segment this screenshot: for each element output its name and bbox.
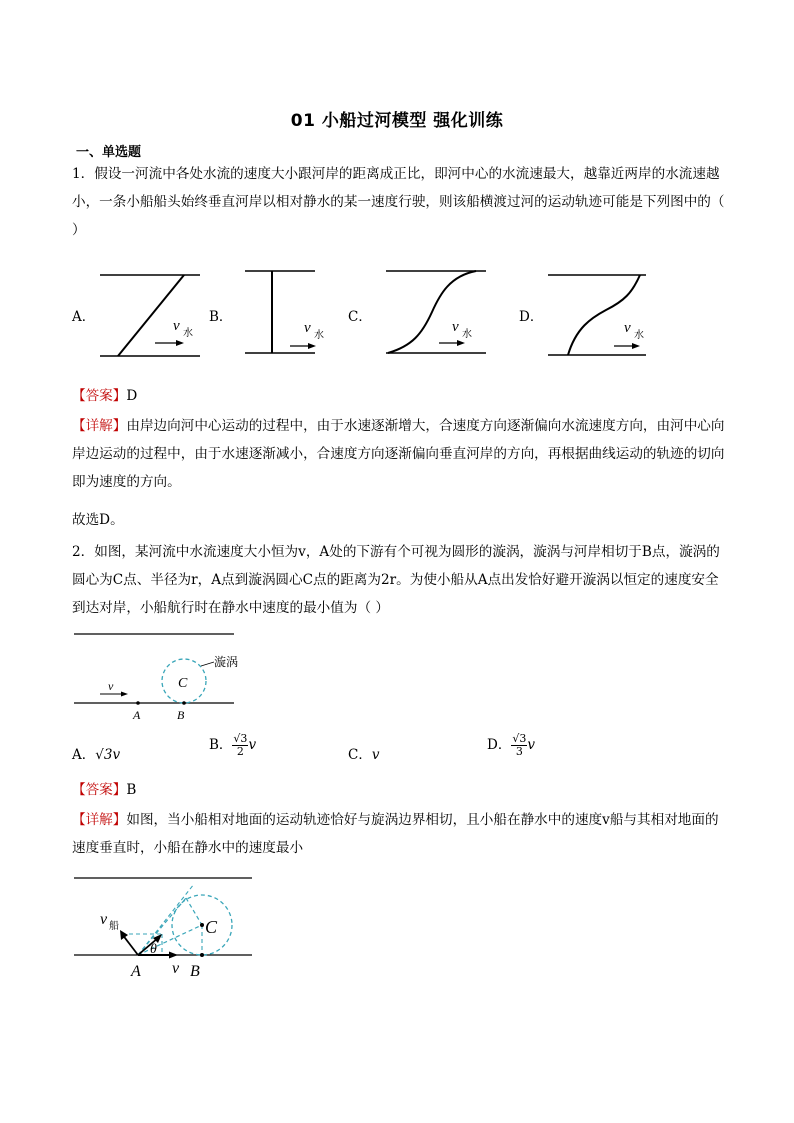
answer-1-label: 【答案】	[72, 388, 127, 404]
detail-2	[72, 806, 732, 862]
page-title: 01 小船过河模型 强化训练	[290, 111, 504, 131]
choice-c-value: v	[371, 747, 380, 763]
detail-2-figure	[74, 872, 264, 984]
figure-3-theta-label: θ	[150, 942, 157, 957]
answer-2	[72, 778, 136, 798]
option-d-figure	[546, 268, 651, 363]
choice-b	[209, 733, 256, 758]
detail-2-text: 如图，当小船相对地面的运动轨迹恰好与旋涡边界相切，且小船在静水中的速度v船与其相对地面的速度垂直时，小船在静水中的速度最小	[72, 812, 719, 856]
figure-3-a-label: A	[131, 963, 141, 980]
question-2-figure	[74, 630, 264, 725]
choice-d-label: D．	[487, 737, 512, 753]
velocity-label-d: v	[624, 320, 631, 336]
figure-3-vboat-label: v	[100, 911, 108, 928]
section-heading: 一、单选题	[76, 145, 142, 160]
option-c-figure	[382, 264, 492, 359]
velocity-sub-c: 水	[462, 329, 472, 340]
choice-b-tail: v	[248, 737, 257, 753]
detail-2-label: 【详解】	[72, 812, 127, 828]
choice-a-label: A．	[72, 747, 96, 763]
figure-2-a-label: A	[133, 708, 141, 722]
conclusion-1: 故选D。	[72, 512, 124, 528]
choice-d-fraction	[511, 733, 527, 758]
figure-2-v-label: v	[108, 679, 114, 693]
choice-b-label: B．	[209, 737, 233, 753]
choice-d-numerator: √3	[512, 732, 527, 745]
question-1-text: 1．假设一河流中各处水流的速度大小跟河岸的距离成正比，即河中心的水流速最大，越靠近两岸的水流速越小，一条小船船头始终垂直河岸以相对静水的某一速度行驶，则该船横渡过河的运动轨迹可能是下列图中的（ ）	[72, 166, 725, 238]
detail-1	[72, 412, 732, 496]
choice-b-denominator: 2	[236, 745, 244, 758]
choice-b-numerator: √3	[233, 732, 248, 745]
figure-3-c-label: C	[205, 917, 218, 937]
velocity-sub-d: 水	[634, 330, 644, 341]
velocity-label-c: v	[452, 319, 459, 335]
choice-d-denominator: 3	[515, 745, 523, 758]
detail-1-text: 由岸边向河中心运动的过程中，由于水速逐渐增大，合速度方向逐渐偏向水流速度方向，由河中心向岸边运动的过程中，由于水速逐渐减小，合速度方向逐渐偏向垂直河岸的方向，再根据曲线运动的轨迹的切向即为速度的方向。	[72, 418, 725, 490]
option-c-label: C．	[348, 309, 372, 325]
answer-2-value: B	[126, 782, 137, 798]
velocity-label-a: v	[173, 318, 180, 334]
choice-a-value: √3v	[95, 747, 121, 763]
choice-d-tail: v	[527, 737, 535, 753]
velocity-sub-b: 水	[314, 330, 324, 341]
choice-c	[348, 743, 379, 763]
choice-c-label: C．	[348, 747, 372, 763]
option-d-label: D．	[519, 309, 544, 325]
option-a-label: A．	[72, 309, 96, 325]
detail-1-label: 【详解】	[72, 418, 127, 434]
velocity-sub-a: 水	[183, 328, 193, 339]
figure-3-b-label: B	[190, 963, 200, 980]
choice-a	[72, 743, 120, 763]
velocity-label-b: v	[304, 320, 311, 336]
option-a-figure	[100, 268, 205, 363]
choice-b-fraction	[232, 733, 248, 758]
figure-2-c-label: C	[178, 676, 188, 691]
answer-2-label: 【答案】	[72, 782, 127, 798]
choice-d	[487, 733, 535, 758]
figure-3-v-label: v	[172, 960, 180, 977]
answer-1-value: D	[126, 388, 138, 404]
figure-2-b-label: B	[177, 708, 185, 722]
figure-2-vortex-label: 漩涡	[214, 655, 239, 669]
answer-1	[72, 384, 137, 404]
figure-3-vboat-sub: 船	[109, 921, 119, 932]
option-b-figure	[240, 268, 340, 363]
question-2-text: 2．如图，某河流中水流速度大小恒为v，A处的下游有个可视为圆形的漩涡，漩涡与河岸相切于B点，漩涡的圆心为C点、半径为r，A点到漩涡圆心C点的距离为2r。为使小船从A点出发恰好避开漩涡以恒定的速度安全到达对岸，小船航行时在静水中速度的最小值为（ ）	[72, 544, 720, 616]
option-b-label: B．	[209, 309, 233, 325]
